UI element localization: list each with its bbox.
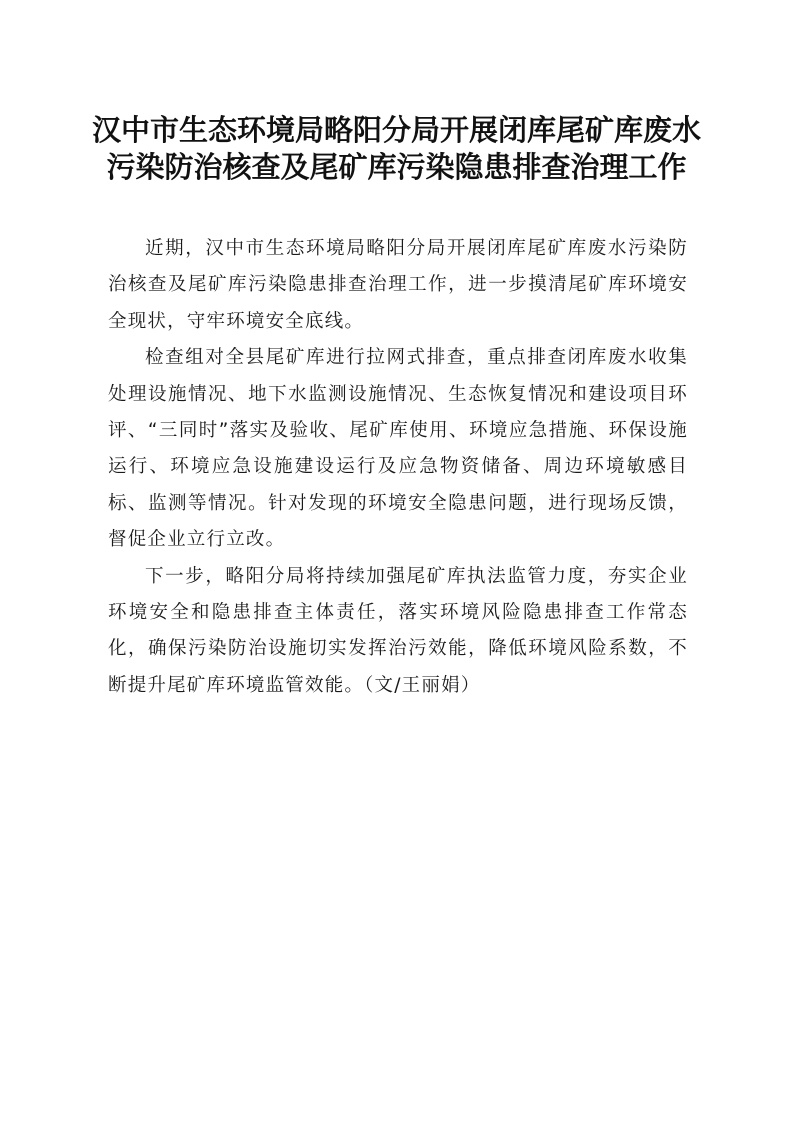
title-line-1: 汉中市生态环境局略阳分局开展闭库尾矿库废水 xyxy=(91,113,701,147)
paragraph-intro: 近期，汉中市生态环境局略阳分局开展闭库尾矿库废水污染防治核查及尾矿库污染隐患排查治理工作，进一步摸清尾矿库环境安全现状，守牢环境安全底线。 xyxy=(108,238,688,332)
document-body xyxy=(108,231,688,704)
document-title xyxy=(60,112,733,186)
paragraph-next-steps: 下一步，略阳分局将持续加强尾矿库执法监管力度，夯实企业环境安全和隐患排查主体责任，落实环境风险隐患排查工作常态化，确保污染防治设施切实发挥治污效能，降低环境风险系数，不断提升尾矿库环境监管效能。（文/王丽娟） xyxy=(108,565,688,696)
title-line-2: 污染防治核查及尾矿库污染隐患排查治理工作 xyxy=(106,150,687,184)
paragraph-inspection: 检查组对全县尾矿库进行拉网式排查，重点排查闭库废水收集处理设施情况、地下水监测设施情况、生态恢复情况和建设项目环评、“三同时”落实及验收、尾矿库使用、环境应急措施、环保设施运行、环境应急设施建设运行及应急物资储备、周边环境敏感目标、监测等情况。针对发现的环境安全隐患问题，进行现场反馈，督促企业立行立改。 xyxy=(108,347,688,551)
